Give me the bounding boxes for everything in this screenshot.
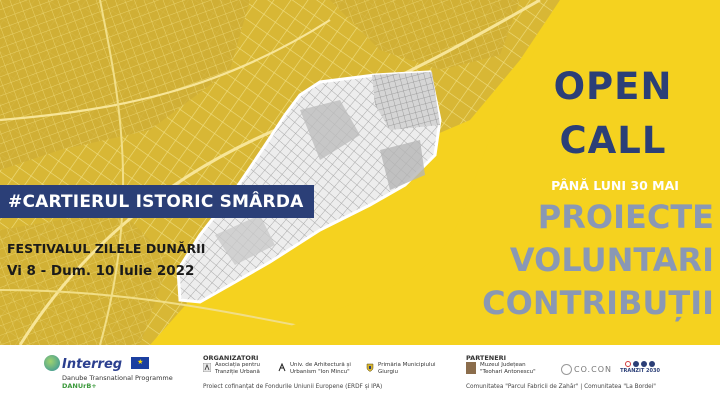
uauim-logo-icon xyxy=(278,363,286,372)
deadline: PÂNĂ LUNI 30 MAI xyxy=(551,178,679,193)
open-call-line-2: CALL xyxy=(559,119,667,162)
interreg-logo xyxy=(52,353,173,390)
partner-cocon-name: CO.CON xyxy=(574,365,612,374)
tranzit-dots-icon xyxy=(620,361,660,367)
organizer-atu-line-2: Tranziție Urbană xyxy=(215,369,260,375)
partner-museum-line-2: "Teohari Antonescu" xyxy=(480,369,536,375)
organizer-uauim-line-1: Univ. de Arhitectură și xyxy=(290,362,351,368)
partner-communities: Comunitatea "Parcul Fabricii de Zahăr" | Comunitatea "La Bordei" xyxy=(466,384,656,390)
interreg-project: DANUrB+ xyxy=(62,382,97,390)
call-item-contributions: CONTRIBUȚII xyxy=(482,284,714,322)
partner-tranzit-name: TRANZIT 2030 xyxy=(620,368,660,374)
organizer-atu-line-1: Asociația pentru xyxy=(215,362,260,368)
partners-title: PARTENERI xyxy=(466,354,507,362)
interreg-mark-icon xyxy=(44,355,60,371)
partner-tranzit xyxy=(620,361,660,374)
call-items xyxy=(410,196,714,325)
cocon-logo-icon xyxy=(561,364,572,375)
organizers-title: ORGANIZATORI xyxy=(203,354,259,362)
festival-dates: Vi 8 - Dum. 10 Iulie 2022 xyxy=(7,263,195,279)
organizer-giurgiu-line-2: Giurgiu xyxy=(378,369,398,375)
organizer-atu xyxy=(203,362,260,376)
organizer-giurgiu-line-1: Primăria Municipiului xyxy=(378,362,436,368)
museum-logo-icon xyxy=(466,362,476,374)
atu-logo-icon xyxy=(203,363,211,372)
footer-logos xyxy=(0,345,720,405)
organizer-uauim xyxy=(278,362,351,376)
giurgiu-crest-icon xyxy=(366,363,374,372)
open-call-line-1: OPEN xyxy=(553,65,673,108)
eu-flag-icon xyxy=(131,357,149,369)
hashtag-banner xyxy=(0,185,314,218)
partner-museum-line-1: Muzeul Județean xyxy=(480,362,526,368)
hashtag-text: #CARTIERUL ISTORIC SMÂRDA xyxy=(8,191,304,212)
call-item-projects: PROIECTE xyxy=(537,198,714,236)
organizer-giurgiu xyxy=(366,362,436,376)
partner-museum xyxy=(466,362,536,376)
interreg-name: Interreg xyxy=(62,357,123,372)
partner-cocon xyxy=(561,364,612,375)
cofinanced-note: Proiect cofinanțat de Fondurile Uniunii Europene (ERDF și IPA) xyxy=(203,384,383,390)
open-call-title xyxy=(528,60,698,168)
organizer-uauim-line-2: Urbanism "Ion Mincu" xyxy=(290,369,350,375)
call-item-volunteers: VOLUNTARI xyxy=(509,241,714,279)
interreg-programme: Danube Transnational Programme xyxy=(62,374,173,382)
festival-name: FESTIVALUL ZILELE DUNĂRII xyxy=(7,241,206,256)
